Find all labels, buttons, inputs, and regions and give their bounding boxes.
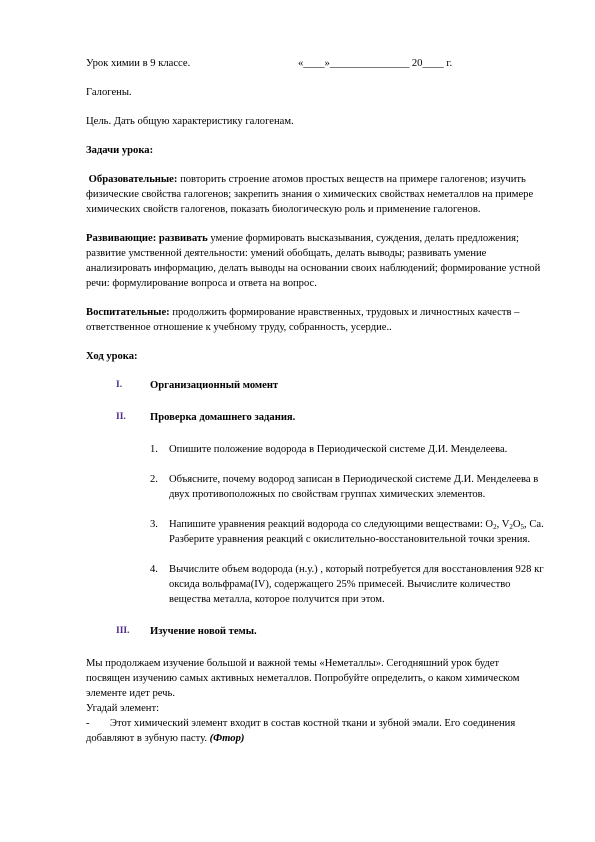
clue-paragraph: [86, 716, 544, 746]
bullet-dash: -: [86, 718, 90, 729]
stage-item: [86, 410, 544, 425]
upbringing-label: Воспитательные:: [86, 307, 170, 318]
homework-item: [86, 472, 544, 502]
stage-number: III.: [116, 626, 130, 636]
lesson-title: Урок химии в 9 классе.: [86, 58, 191, 69]
homework-number: 1.: [150, 444, 158, 455]
homework-number: 2.: [150, 474, 158, 485]
subscript: 2: [493, 523, 497, 531]
lesson-topic: Галогены.: [86, 87, 132, 98]
educational-label: Образовательные:: [88, 174, 178, 185]
homework-item: [86, 442, 544, 457]
stage-number: I.: [116, 380, 123, 390]
intro-paragraph: Мы продолжаем изучение большой и важной темы «Неметаллы». Сегодняшний урок будет посвящен изучению самых активных неметаллов. Попробуйте определить, о каком химическом элементе идет речь.: [86, 658, 520, 699]
lesson-date: «____»_______________ 20____ г.: [298, 58, 453, 69]
homework-text: Вычислите объем водорода (н.у.) , который потребуется для восстановления 928 кг оксида вольфрама(IV), содержащего 25% примесей. Вычислите количество вещества металла, которое получится при этом.: [169, 564, 544, 605]
educational-objectives: [86, 172, 544, 217]
homework-text: [169, 519, 544, 545]
homework-text: Опишите положение водорода в Периодической системе Д.И. Менделеева.: [169, 444, 508, 455]
upbringing-objectives: [86, 305, 544, 335]
course-heading: Ход урока:: [86, 351, 138, 362]
formula-text: Напишите уравнения реакций водорода со следующими веществами: O: [169, 519, 494, 530]
guess-prompt: Угадай элемент:: [86, 703, 160, 714]
educational-text: повторить строение атомов простых веществ на примере галогенов; изучить физические свойства галогенов; закрепить знания о химических свойствах неметаллов на примере химических свойств галогенов, показать биологическую роль и применение галогенов.: [86, 174, 534, 215]
clue-text: Этот химический элемент входит в состав костной ткани и зубной эмали. Его соединения добавляют в зубную пасту.: [86, 718, 516, 744]
homework-text: Объясните, почему водород записан в Периодической системе Д.И. Менделеева в двух противоположных по свойствам группах химических элементов.: [169, 474, 539, 500]
stage-title: Проверка домашнего задания.: [150, 412, 296, 423]
formula-text: O: [512, 519, 521, 530]
homework-item: [86, 517, 544, 547]
clue-answer: (Фтор): [209, 733, 245, 744]
developmental-objectives: [86, 231, 544, 291]
stage-item: [86, 378, 544, 393]
developmental-text: умение формировать высказывания, суждения, делать предложения; развитие умственной деятельности: умений обобщать, делать выводы; развивать умение анализировать информацию, делать выводы на основании своих наблюдений; формирование устной речи: формулирование вопроса и ответа на вопрос.: [86, 233, 541, 289]
formula-text: , Ca. Разберите уравнения реакций с окислительно-восстановительной точки зрения.: [169, 519, 544, 545]
upbringing-text: продолжить формирование нравственных, трудовых и личностных качеств – ответственное отношение к учебному труду, собранность, усердие..: [86, 307, 520, 333]
stage-title: Изучение новой темы.: [150, 626, 257, 637]
homework-number: 4.: [150, 564, 158, 575]
stage-item: [86, 624, 544, 639]
stage-number: II.: [116, 412, 126, 422]
tasks-heading: Задачи урока:: [86, 145, 154, 156]
homework-item: [86, 562, 544, 607]
developmental-label: Развивающие: развивать: [86, 233, 208, 244]
subscript: 5: [520, 523, 525, 531]
formula-text: , V: [496, 519, 510, 530]
homework-number: 3.: [150, 519, 158, 530]
homework-list: [86, 442, 544, 607]
document-page: [86, 56, 544, 746]
stage-title: Организационный момент: [150, 380, 279, 391]
lesson-header: [86, 56, 544, 71]
subscript: 2: [509, 523, 513, 531]
lesson-goal: Цель. Дать общую характеристику галогенам.: [86, 116, 294, 127]
